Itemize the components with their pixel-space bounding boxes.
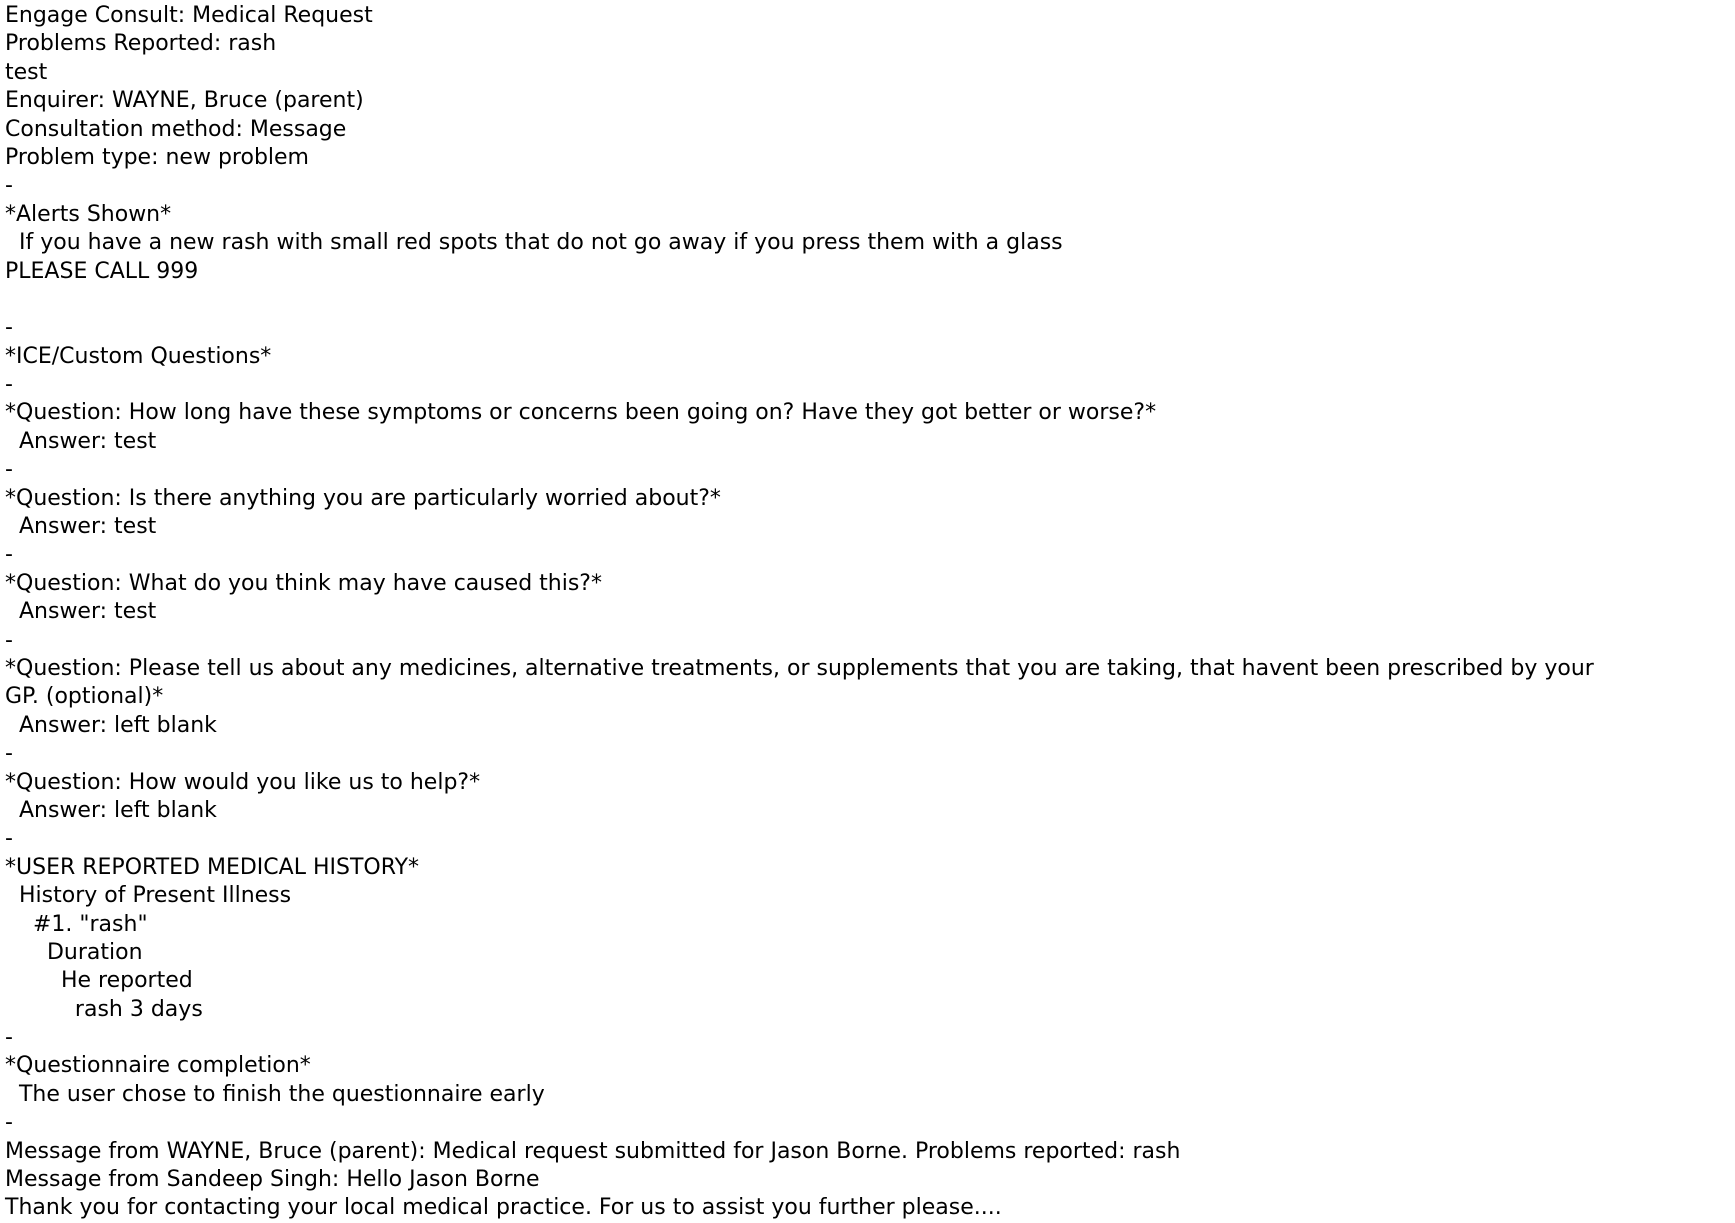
consultation-method: Consultation method: Message [5,116,347,142]
question-cause: *Question: What do you think may have caused this?* [5,570,602,596]
separator: - [5,741,13,767]
history-duration-label: Duration [5,939,143,965]
question-medicines-cont: GP. (optional)* [5,684,164,710]
separator: - [5,315,13,341]
alert-call-999: PLEASE CALL 999 [5,258,199,284]
message-from-enquirer: Message from WAYNE, Bruce (parent): Medical request submitted for Jason Borne. Problems reported: rash [5,1138,1181,1164]
question-worries: *Question: Is there anything you are particularly worried about?* [5,485,721,511]
history-present-illness: History of Present Illness [5,883,292,909]
separator: - [5,1025,13,1051]
consultation-note [5,2,1730,1223]
message-from-clinician: Message from Sandeep Singh: Hello Jason Borne [5,1167,540,1193]
history-item-rash: #1. "rash" [5,911,148,937]
history-duration-value: rash 3 days [5,996,203,1022]
enquirer: Enquirer: WAYNE, Bruce (parent) [5,88,364,114]
note-title: Engage Consult: Medical Request [5,3,373,28]
separator: - [5,372,13,398]
blank-line [5,286,1730,314]
problem-detail: test [5,59,48,85]
separator: - [5,542,13,568]
alert-text: If you have a new rash with small red spots that do not go away if you press them with a glass [5,230,1063,256]
question-medicines: *Question: Please tell us about any medicines, alternative treatments, or supplements that you are taking, that havent been prescribed by your [5,655,1594,681]
alerts-heading: *Alerts Shown* [5,201,172,227]
problems-reported: Problems Reported: rash [5,31,277,57]
separator: - [5,826,13,852]
problem-type: Problem type: new problem [5,144,309,170]
medical-history-heading: *USER REPORTED MEDICAL HISTORY* [5,854,420,880]
answer-worries: Answer: test [5,514,157,540]
question-duration: *Question: How long have these symptoms or concerns been going on? Have they got better or worse?* [5,400,1157,426]
questionnaire-completion-text: The user chose to finish the questionnaire early [5,1081,545,1107]
questionnaire-completion-heading: *Questionnaire completion* [5,1053,311,1079]
answer-medicines: Answer: left blank [5,712,217,738]
answer-duration: Answer: test [5,428,157,454]
question-help: *Question: How would you like us to help?* [5,769,481,795]
message-body: Thank you for contacting your local medical practice. For us to assist you further please.... [5,1195,1002,1221]
ice-heading: *ICE/Custom Questions* [5,343,272,369]
answer-help: Answer: left blank [5,797,217,823]
separator: - [5,1110,13,1136]
separator: - [5,457,13,483]
separator: - [5,627,13,653]
answer-cause: Answer: test [5,599,157,625]
history-reported-label: He reported [5,968,193,994]
separator: - [5,173,13,199]
